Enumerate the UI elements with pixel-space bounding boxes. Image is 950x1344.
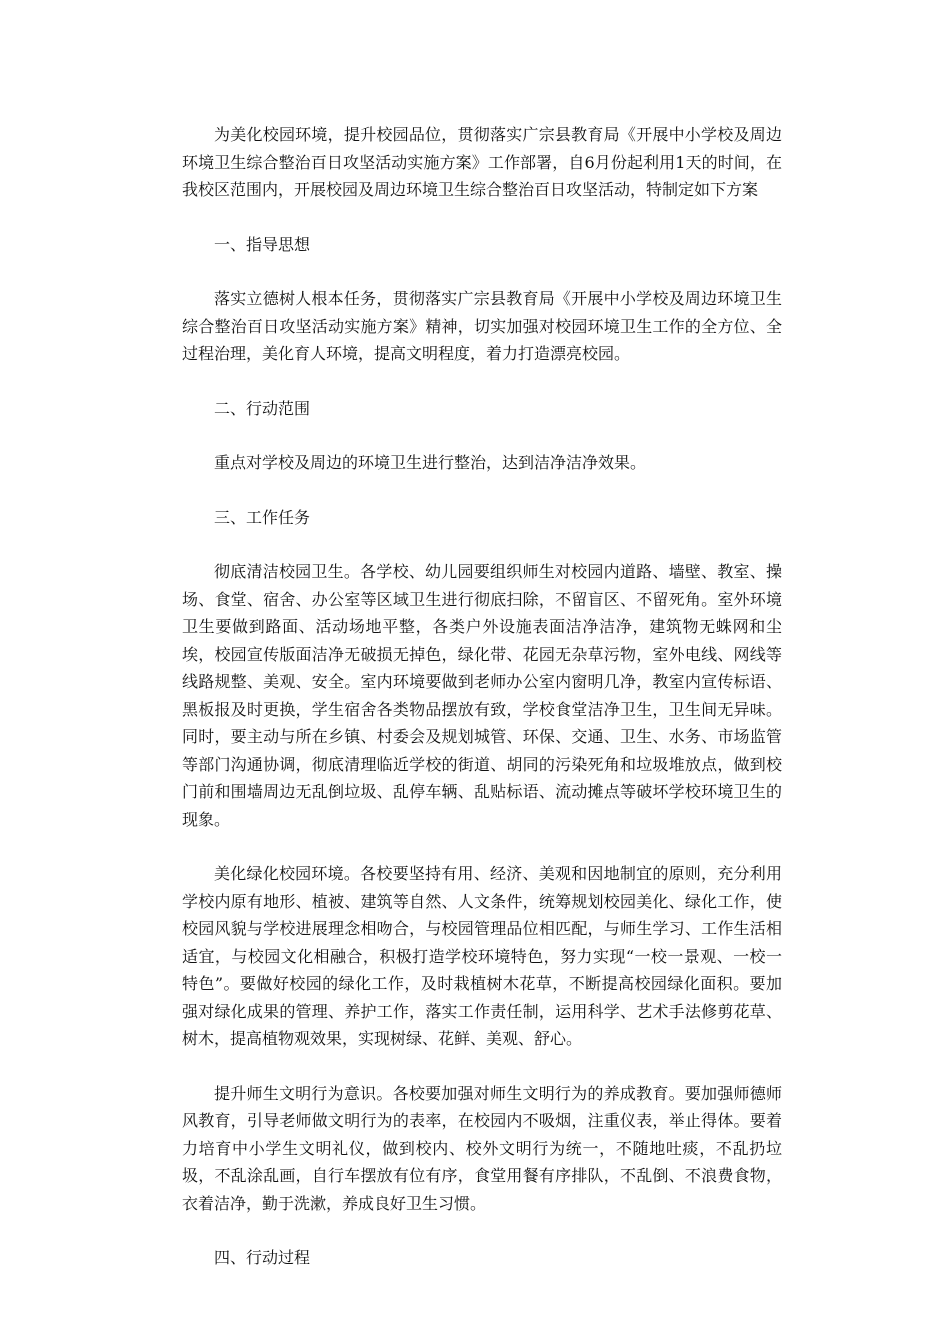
action-scope-paragraph: 重点对学校及周边的环境卫生进行整治，达到洁净洁净效果。 (214, 453, 647, 472)
task-civility-paragraph: 提升师生文明行为意识。各校要加强对师生文明行为的养成教育。要加强师德师风教育，引导老师做文明行为的表率，在校园内不吸烟，注重仪表，举止得体。要着力培育中小学生文明礼仪，做到校内、校外文明行为统一，不随地吐痰，不乱扔垃圾，不乱涂乱画，自行车摆放有位有序，食堂用餐有序排队，不乱倒、不浪费食物，衣着洁净，勤于洗漱，养成良好卫生习惯。 (182, 1083, 782, 1213)
section-heading-action-process: 四、行动过程 (214, 1248, 311, 1267)
section-heading-work-tasks: 三、工作任务 (214, 507, 311, 527)
guiding-thought-paragraph: 落实立德树人根本任务，贯彻落实广宗县教育局《开展中小学校及周边环境卫生综合整治百日攻坚活动实施方案》精神，切实加强对校园环境卫生工作的全方位、全过程治理，美化育人环境，提高文明程度，着力打造漂亮校园。 (182, 289, 782, 363)
section-heading-guiding-thought: 一、指导思想 (214, 234, 311, 254)
document-body (182, 121, 782, 1299)
task-clean-campus-paragraph: 彻底清洁校园卫生。各学校、幼儿园要组织师生对校园内道路、墙壁、教室、操场、食堂、宿舍、办公室等区域卫生进行彻底扫除，不留盲区、不留死角。室外环境卫生要做到路面、活动场地平整，各类户外设施表面洁净洁净，建筑物无蛛网和尘埃，校园宣传版面洁净无破损无掉色，绿化带、花园无杂草污物，室外电线、网线等线路规整、美观、安全。室内环境要做到老师办公室内窗明几净，教室内宣传标语、黑板报及时更换，学生宿舍各类物品摆放有致，学校食堂洁净卫生，卫生间无异味。同时，要主动与所在乡镇、村委会及规划城管、环保、交通、卫生、水务、市场监管等部门沟通协调，彻底清理临近学校的街道、胡同的污染死角和垃圾堆放点，做到校门前和围墙周边无乱倒垃圾、乱停车辆、乱贴标语、流动摊点等破坏学校环境卫生的现象。 (182, 562, 782, 829)
task-greening-paragraph: 美化绿化校园环境。各校要坚持有用、经济、美观和因地制宜的原则，充分利用学校内原有地形、植被、建筑等自然、人文条件，统筹规划校园美化、绿化工作，使校园风貌与学校进展理念相吻合，与校园管理品位相匹配，与师生学习、工作生活相适宜，与校园文化相融合，积极打造学校环境特色，努力实现“一校一景观、一校一特色”。要做好校园的绿化工作，及时栽植树木花草，不断提高校园绿化面积。要加强对绿化成果的管理、养护工作，落实工作责任制，运用科学、艺术手法修剪花草、树木，提高植物观效果，实现树绿、花鲜、美观、舒心。 (182, 864, 782, 1048)
intro-paragraph: 为美化校园环境，提升校园品位，贯彻落实广宗县教育局《开展中小学校及周边环境卫生综合整治百日攻坚活动实施方案》工作部署，自6月份起利用1天的时间，在我校区范围内，开展校园及周边环境卫生综合整治百日攻坚活动，特制定如下方案 (182, 125, 782, 199)
section-heading-action-scope: 二、行动范围 (214, 398, 311, 418)
